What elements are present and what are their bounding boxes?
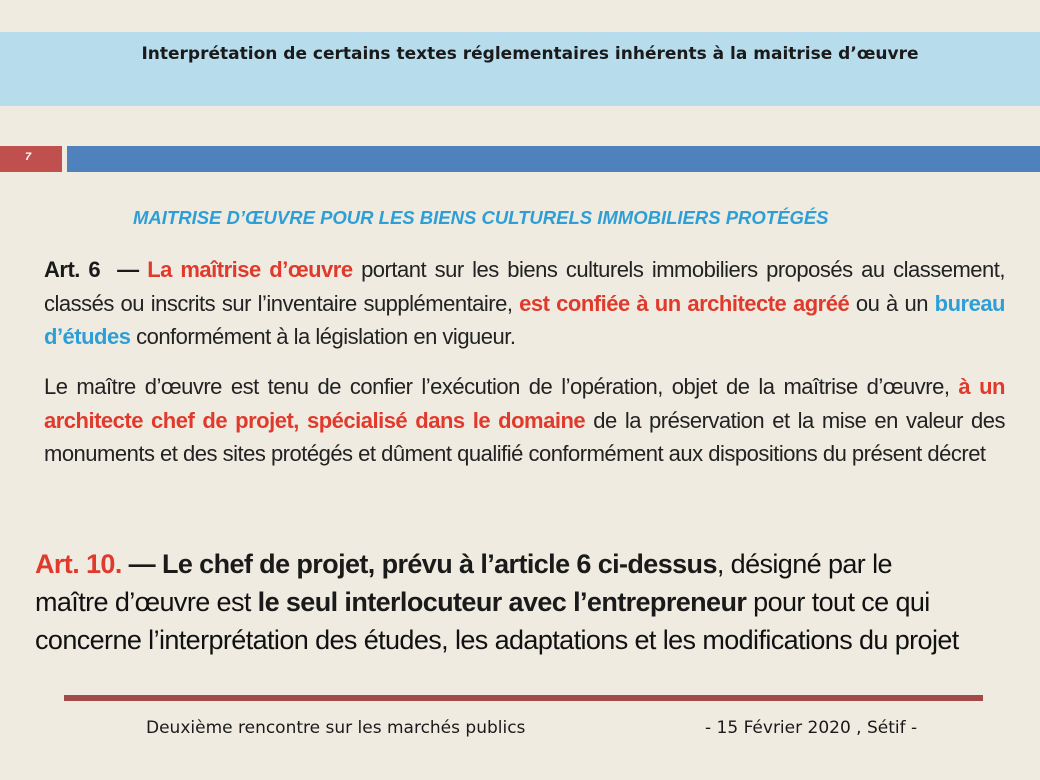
article-10-text-1: , désigné par le (716, 549, 892, 579)
article-10-line-2 (35, 583, 1035, 621)
article-10-label: Art. 10. (35, 549, 122, 579)
title-bar (67, 146, 1040, 172)
article-10-text-3: pour tout ce qui (746, 587, 930, 617)
article-6-text-1: portant sur les biens culturels immobiliers proposés au classement, classés ou inscrits sur l’inventaire supplémentaire, (44, 257, 1005, 316)
article-6-paragraph-2 (44, 370, 1005, 471)
footer-date-location: - 15 Février 2020 , Sétif - (705, 718, 918, 738)
section-title: MAITRISE D’ŒUVRE POUR LES BIENS CULTURELS IMMOBILIERS PROTÉGÉS (133, 207, 829, 228)
footer-event: Deuxième rencontre sur les marchés publics (146, 718, 526, 738)
slide-number: 7 (25, 151, 32, 163)
footer-rule (64, 695, 983, 701)
article-6-dash: — (117, 257, 139, 282)
article-10-paragraph (35, 545, 1035, 659)
highlight-bureau-etudes: bureau d’études (44, 290, 1005, 349)
article-10-bold-1: Le chef de projet, prévu à l’article 6 ci-dessus (155, 549, 717, 579)
article-6-text-2: ou à un (849, 290, 935, 316)
article-10-line-3: concerne l’interprétation des études, les adaptations et les modifications du projet (35, 625, 959, 655)
article-10-bold-2: le seul interlocuteur avec l’entrepreneur (257, 587, 747, 617)
article-6-text-3: conformément à la législation en vigueur. (130, 324, 516, 349)
article-10-line-1 (35, 545, 1035, 583)
article-6-p2-text-1: Le maître d’œuvre est tenu de confier l’exécution de l’opération, objet de la maîtrise d’œuvre, (44, 374, 959, 399)
article-6-p2-text-2: de la préservation et la mise en valeur des monuments et des sites protégés et dûment qualifié conformément aux dispositions du présent décret (44, 407, 1005, 466)
highlight-architecte-chef-projet: à un architecte chef de projet, spécialisé dans le domaine (44, 374, 1005, 433)
highlight-architecte-agree: est confiée à un architecte agréé (519, 290, 850, 316)
article-6-paragraph-1 (44, 253, 1005, 354)
highlight-maitrise-oeuvre: La maîtrise d’œuvre (147, 257, 353, 282)
article-10-text-2: maître d’œuvre est (35, 587, 258, 617)
slide-header-title: Interprétation de certains textes réglementaires inhérents à la maitrise d’œuvre (141, 44, 919, 64)
article-6-label: Art. 6 (44, 257, 101, 282)
article-10-dash: — (121, 549, 156, 579)
